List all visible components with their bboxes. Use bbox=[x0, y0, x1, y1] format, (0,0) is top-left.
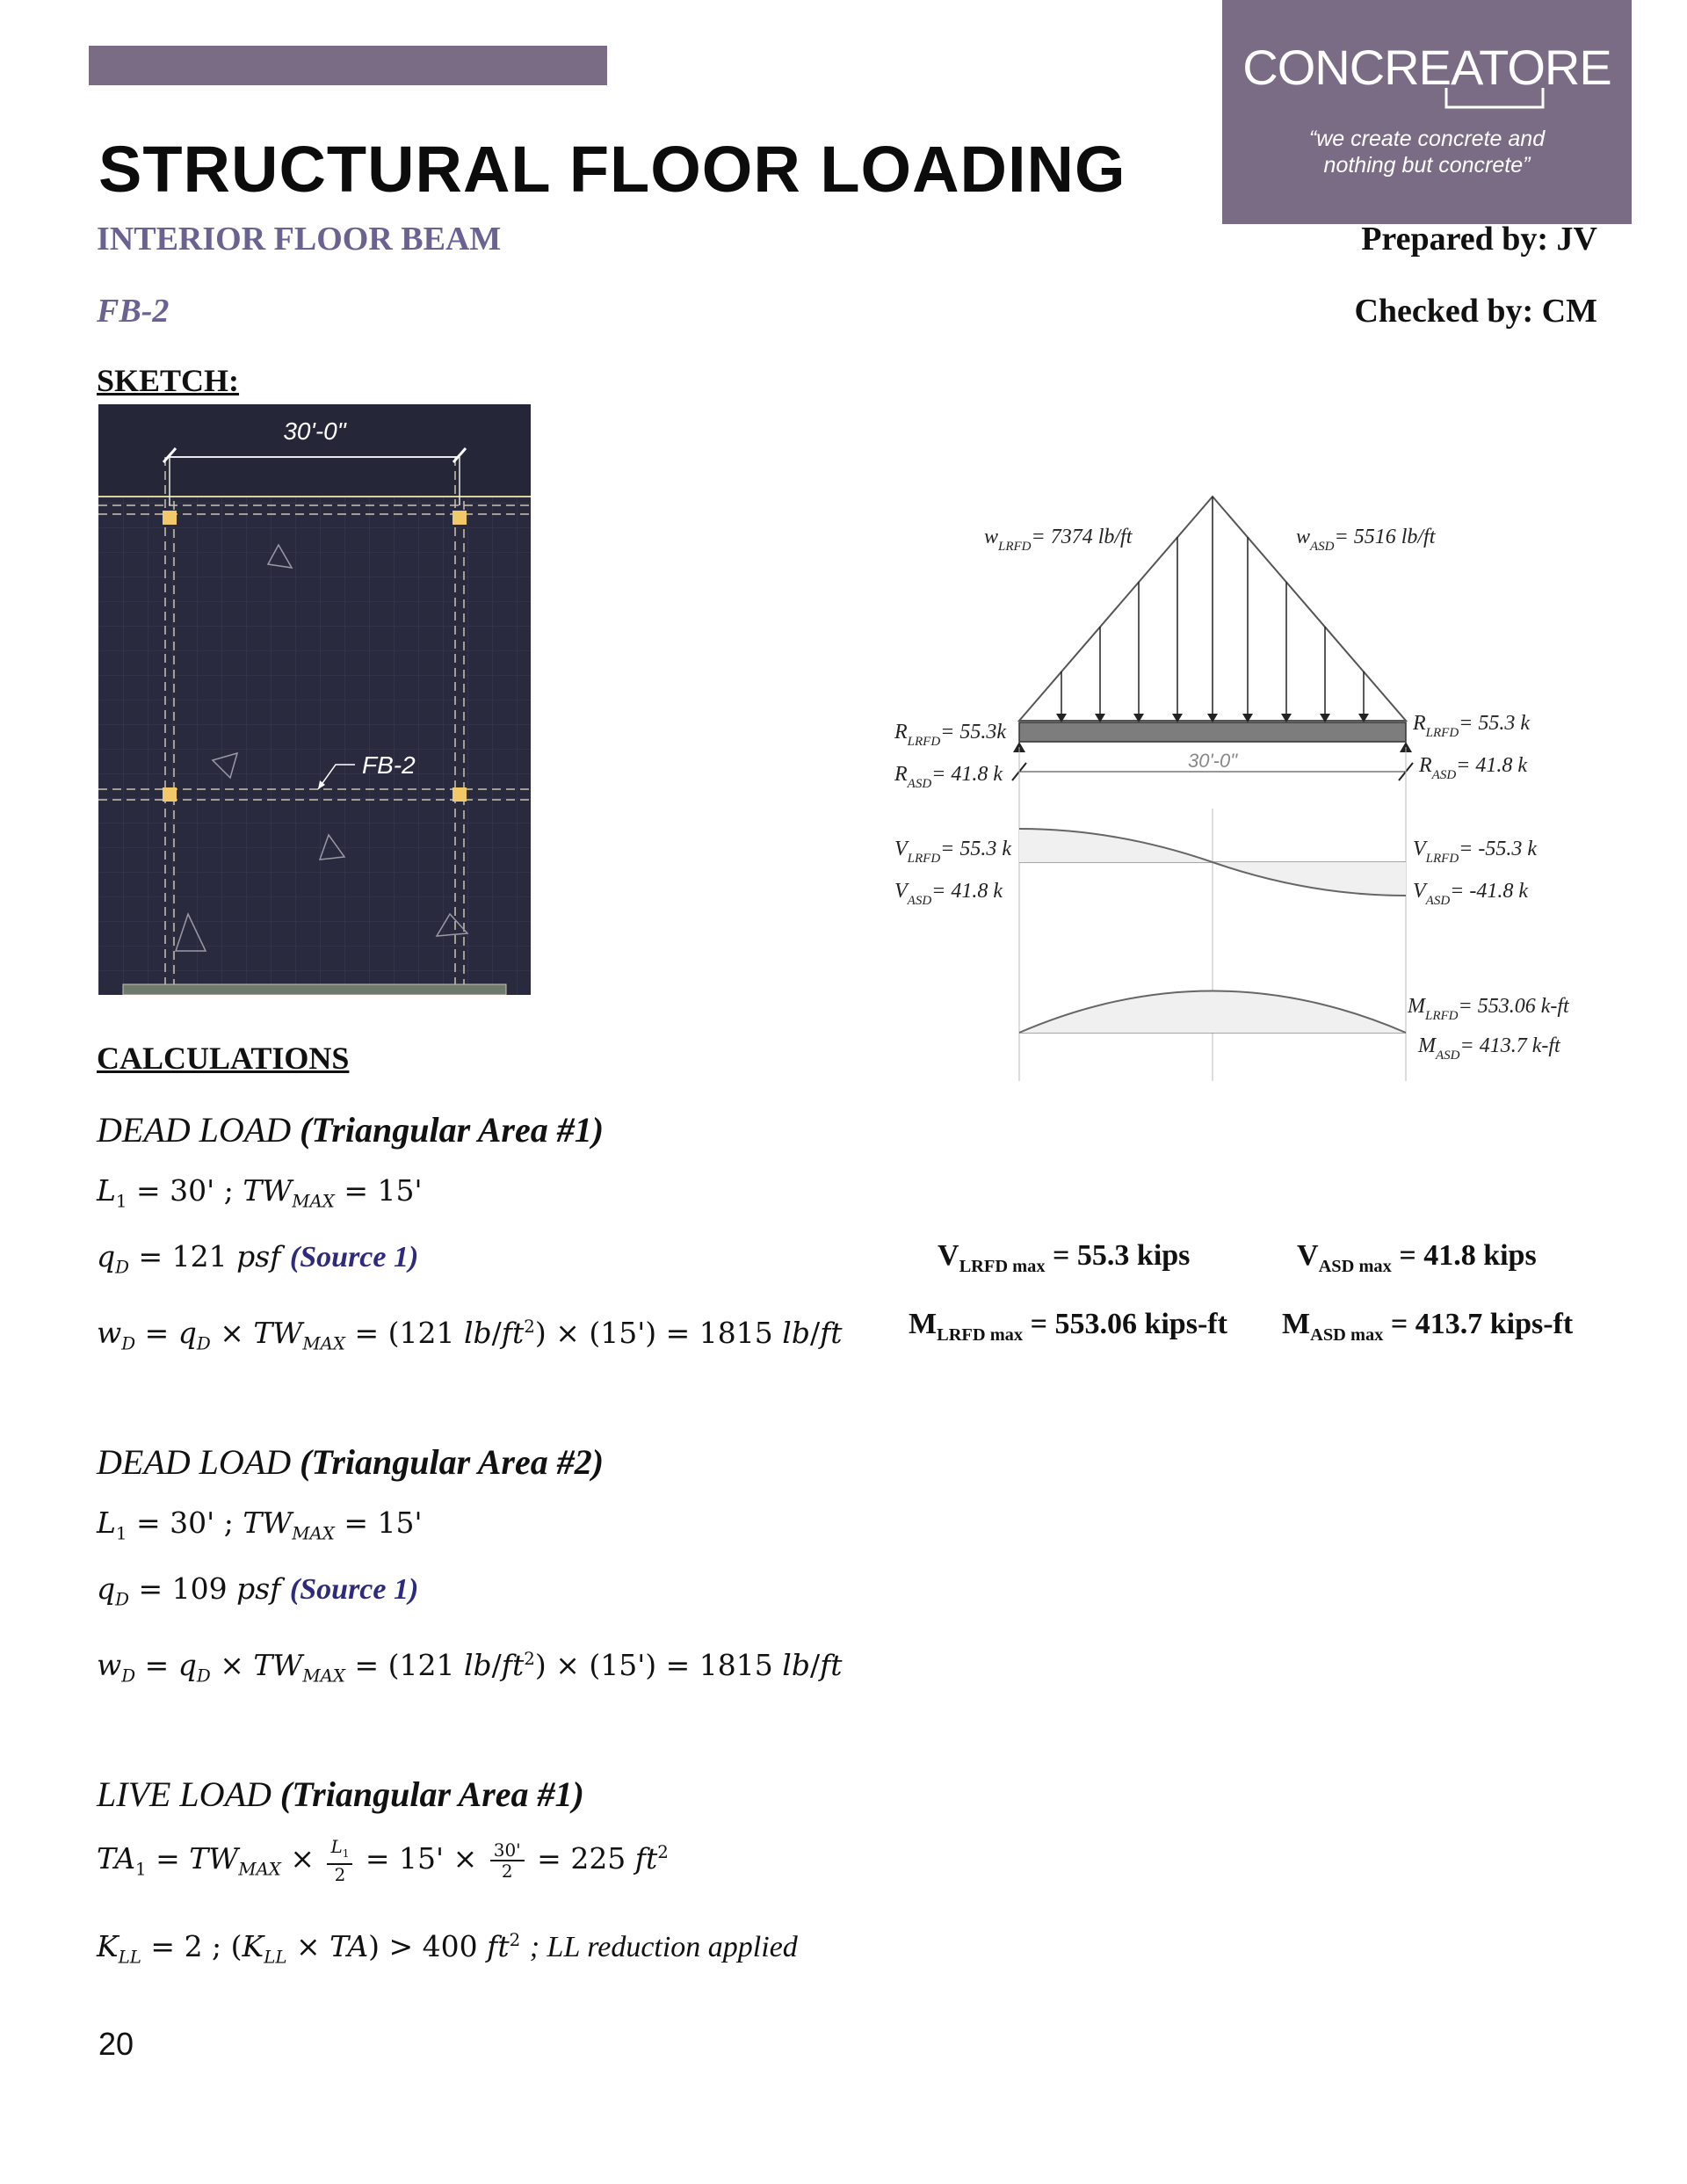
checked-by: Checked by: CM bbox=[1354, 293, 1597, 330]
dl1-pressure-equation: $q_D = 121$ psf (Source 1) bbox=[97, 1239, 419, 1278]
brand-box bbox=[1222, 0, 1632, 224]
v-asd-right: $V_{ASD}= -41.8$ k bbox=[1413, 880, 1529, 908]
m-lrfd: $M_{LRFD}= 553.06$ k-ft bbox=[1408, 995, 1569, 1023]
brand-tagline bbox=[1222, 126, 1632, 178]
beam-id: FB-2 bbox=[97, 293, 170, 330]
w-lrfd-label: $w_{LRFD}= 7374$ lb/ft bbox=[984, 526, 1133, 554]
column-icon bbox=[453, 511, 467, 525]
sketch-dimension-label: 30'-0" bbox=[283, 417, 346, 445]
prepared-by: Prepared by: JV bbox=[1361, 221, 1597, 258]
beam-load-diagram bbox=[879, 483, 1617, 1090]
v-lrfd-left: $V_{LRFD}= 55.3$ k bbox=[894, 838, 1012, 866]
ll1-tributary-area-equation: $TA_1 = TW_{MAX}$ × $\frac{L_1}{2}$ = 15' × $\frac{30'}{2}$ = 225 $ft^2$ bbox=[97, 1836, 669, 1885]
r-asd-left: $R_{ASD}= 41.8$ k bbox=[894, 763, 1003, 791]
dl2-pressure-equation: $q_D = 109$ psf (Source 1) bbox=[97, 1571, 419, 1610]
r-lrfd-left: $R_{LRFD}= 55.3k$ bbox=[894, 721, 1007, 749]
page-title: STRUCTURAL FLOOR LOADING bbox=[98, 133, 1126, 206]
page-number: 20 bbox=[98, 2026, 134, 2062]
live-load-1-title: LIVE LOAD (Triangular Area #1) bbox=[97, 1774, 584, 1814]
result-v-asd: $V_{ASD max} = 41.8$ kips bbox=[1297, 1239, 1537, 1276]
dl2-span-equation: $L_1 = 30'$ ; $TW_{MAX} = 15'$ bbox=[97, 1506, 423, 1544]
result-v-lrfd: $V_{LRFD max} = 55.3$ kips bbox=[938, 1239, 1191, 1276]
sketch-beam-label: FB-2 bbox=[362, 751, 416, 779]
ll1-kll-equation: $K_{LL} = 2$ ; $(K_{LL} \times TA) > 400$ $ft^2$ ; LL reduction applied bbox=[97, 1929, 798, 1968]
beam-type: INTERIOR FLOOR BEAM bbox=[97, 221, 502, 258]
plan-sketch bbox=[98, 404, 531, 995]
column-icon bbox=[163, 787, 177, 802]
r-asd-right: $R_{ASD}= 41.8$ k bbox=[1419, 754, 1528, 782]
v-asd-left: $V_{ASD}= 41.8$ k bbox=[894, 880, 1003, 908]
v-lrfd-right: $V_{LRFD}= -55.3$ k bbox=[1413, 838, 1538, 866]
column-icon bbox=[453, 787, 467, 802]
brand-tagline-line1: “we create concrete and bbox=[1308, 127, 1546, 151]
diagram-span-label: 30'-0" bbox=[1187, 750, 1238, 772]
brand-tagline-line2: nothing but concrete” bbox=[1323, 153, 1531, 178]
dead-load-2-title: DEAD LOAD (Triangular Area #2) bbox=[97, 1442, 605, 1482]
r-lrfd-right: $R_{LRFD}= 55.3$ k bbox=[1413, 712, 1531, 740]
result-m-asd: $M_{ASD max} = 413.7$ kips-ft bbox=[1282, 1308, 1574, 1345]
header-accent-bar bbox=[89, 46, 607, 85]
calculations-heading: CALCULATIONS bbox=[97, 1041, 350, 1076]
dl1-line-load-equation: $w_D = q_D \times TW_{MAX} = (121$ $lb/ft^2) \times (15') = 1815$ lb/ft bbox=[97, 1316, 843, 1354]
column-icon bbox=[163, 511, 177, 525]
beam bbox=[1019, 722, 1406, 742]
dl2-line-load-equation: $w_D = q_D \times TW_{MAX} = (121$ $lb/ft^2) \times (15') = 1815$ lb/ft bbox=[97, 1648, 843, 1687]
dl1-span-equation: $L_1 = 30'$ ; $TW_{MAX} = 15'$ bbox=[97, 1173, 423, 1212]
logo-bracket-icon bbox=[1443, 88, 1546, 111]
brand-logo: CONCREATORE bbox=[1242, 40, 1611, 95]
w-asd-label: $w_{ASD}= 5516$ lb/ft bbox=[1296, 526, 1436, 554]
result-m-lrfd: $M_{LRFD max} = 553.06$ kips-ft bbox=[909, 1308, 1227, 1345]
m-asd: $M_{ASD}= 413.7$ k-ft bbox=[1418, 1034, 1560, 1063]
sketch-heading: SKETCH: bbox=[97, 363, 240, 398]
dead-load-1-title: DEAD LOAD (Triangular Area #1) bbox=[97, 1110, 605, 1150]
